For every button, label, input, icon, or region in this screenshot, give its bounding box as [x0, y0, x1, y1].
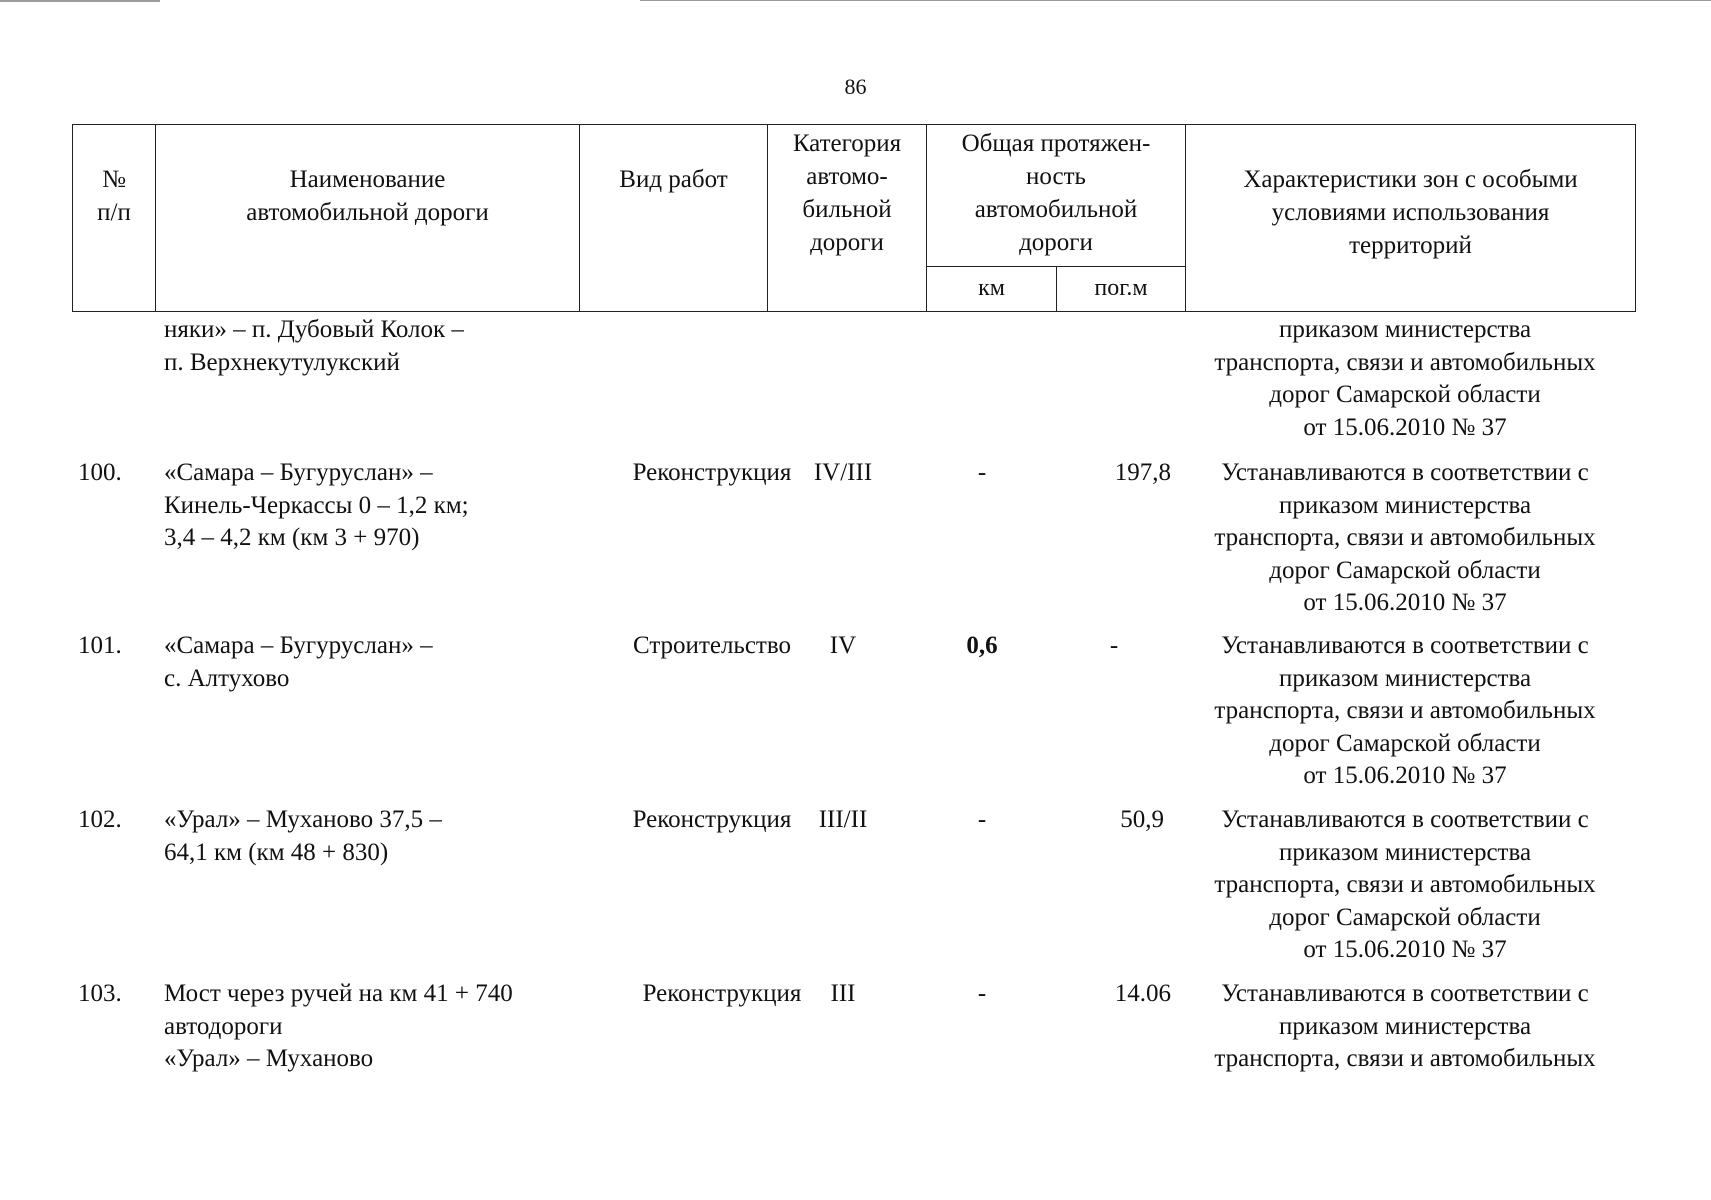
header-characteristics-cell: [1186, 125, 1636, 312]
road-name-line: Кинель-Черкассы 0 – 1,2 км;: [164, 491, 469, 519]
length-km: 0,6: [966, 632, 998, 659]
work-type: Реконструкция: [642, 980, 802, 1007]
header-category-line: дороги: [810, 229, 884, 256]
length-pog: 50,9: [1120, 806, 1164, 833]
row-number: 100.: [78, 459, 122, 486]
characteristics-line: от 15.06.2010 № 37: [1303, 413, 1507, 441]
road-category: III: [830, 980, 856, 1007]
characteristics-line: Устанавливаются в соответствии с: [1221, 632, 1589, 659]
characteristics-line: транспорта, связи и автомобильных: [1214, 871, 1596, 898]
characteristics-cell: [1180, 457, 1630, 620]
road-name-cell: [164, 314, 604, 379]
length-km: -: [977, 459, 987, 486]
work-type: Строительство: [632, 632, 791, 659]
road-name-line: «Урал» – Муханово: [164, 1045, 374, 1072]
header-length-pog: пог.м: [1057, 266, 1186, 311]
header-length-km: км: [927, 266, 1057, 311]
header-length-line: автомобильной: [974, 196, 1138, 223]
road-category: IV: [829, 632, 857, 659]
road-category: III/II: [818, 806, 868, 833]
header-work-cell: [580, 125, 768, 312]
row-number: 101.: [78, 632, 122, 659]
characteristics-line: дорог Самарской области: [1269, 903, 1541, 931]
header-num-line: п/п: [97, 199, 131, 226]
road-name-line: п. Верхнекутулукский: [164, 348, 400, 376]
characteristics-line: транспорта, связи и автомобильных: [1214, 348, 1596, 376]
characteristics-cell: [1180, 978, 1630, 1076]
length-pog: 197,8: [1114, 459, 1171, 486]
length-pog: 14.06: [1114, 980, 1171, 1007]
header-work-line: Вид работ: [619, 166, 728, 193]
header-name-cell: [156, 125, 580, 312]
road-name-line: 64,1 км (км 48 + 830): [164, 838, 389, 866]
road-name-line: с. Алтухово: [164, 664, 290, 692]
header-category-line: автомо-: [806, 163, 888, 190]
road-category: IV/III: [813, 459, 873, 486]
characteristics-line: приказом министерства: [1278, 491, 1532, 519]
header-num-line: №: [102, 166, 126, 193]
characteristics-line: от 15.06.2010 № 37: [1303, 762, 1507, 789]
characteristics-cell: [1180, 314, 1630, 444]
length-km: -: [977, 980, 987, 1007]
scan-edge-line-right: [640, 0, 1711, 1]
road-name-cell: [164, 978, 604, 1076]
road-name-line: Мост через ручей на км 41 + 740: [164, 980, 513, 1007]
header-characteristics-line: условиями использования: [1271, 199, 1550, 226]
road-name-line: 3,4 – 4,2 км (км 3 + 970): [164, 524, 420, 551]
road-name-line: «Самара – Бугуруслан» –: [164, 459, 433, 486]
header-category-line: Категория: [792, 130, 902, 157]
header-num-cell: [73, 125, 156, 312]
characteristics-line: приказом министерства: [1278, 664, 1532, 692]
characteristics-line: Устанавливаются в соответствии с: [1221, 980, 1589, 1007]
characteristics-line: дорог Самарской области: [1269, 381, 1541, 408]
header-name-line: Наименование: [289, 166, 446, 193]
road-name-line: «Самара – Бугуруслан» –: [164, 632, 433, 659]
road-name-cell: [164, 630, 604, 695]
work-type: Реконструкция: [632, 459, 792, 486]
characteristics-cell: [1180, 804, 1630, 967]
characteristics-cell: [1180, 630, 1630, 793]
row-number: 102.: [78, 806, 122, 833]
characteristics-line: от 15.06.2010 № 37: [1303, 936, 1507, 963]
characteristics-line: транспорта, связи и автомобильных: [1214, 697, 1596, 724]
characteristics-line: Устанавливаются в соответствии с: [1221, 459, 1589, 486]
header-length-line: дороги: [1019, 229, 1093, 256]
header-category-cell: [768, 125, 927, 312]
work-type: Реконструкция: [632, 806, 792, 833]
header-characteristics-line: территорий: [1349, 232, 1472, 259]
page-number: 86: [844, 74, 867, 99]
characteristics-line: от 15.06.2010 № 37: [1303, 589, 1507, 616]
road-name-line: няки» – п. Дубовый Колок –: [164, 316, 464, 343]
road-name-line: «Урал» – Муханово 37,5 –: [164, 806, 442, 833]
characteristics-line: приказом министерства: [1278, 316, 1532, 343]
characteristics-line: Устанавливаются в соответствии с: [1221, 806, 1589, 833]
characteristics-line: транспорта, связи и автомобильных: [1214, 524, 1596, 551]
row-number: 103.: [78, 980, 122, 1007]
characteristics-line: приказом министерства: [1278, 838, 1532, 866]
road-name-line: автодороги: [164, 1012, 283, 1040]
characteristics-line: дорог Самарской области: [1269, 729, 1541, 757]
header-length-line: Общая протяжен-: [961, 130, 1151, 157]
length-pog: -: [1109, 632, 1119, 659]
characteristics-line: дорог Самарской области: [1269, 556, 1541, 584]
header-characteristics-line: Характеристики зон с особыми: [1243, 166, 1578, 193]
road-name-cell: [164, 457, 604, 555]
road-name-cell: [164, 804, 604, 869]
header-length-cell: [927, 125, 1186, 267]
header-length-line: ность: [1026, 163, 1086, 190]
length-km: -: [977, 806, 987, 833]
characteristics-line: приказом министерства: [1278, 1012, 1532, 1040]
characteristics-line: транспорта, связи и автомобильных: [1214, 1045, 1596, 1072]
header-category-line: бильной: [802, 196, 892, 223]
scan-edge-line-left: [0, 0, 160, 2]
table-header: [72, 124, 1636, 312]
header-name-line: автомобильной дороги: [246, 199, 489, 226]
